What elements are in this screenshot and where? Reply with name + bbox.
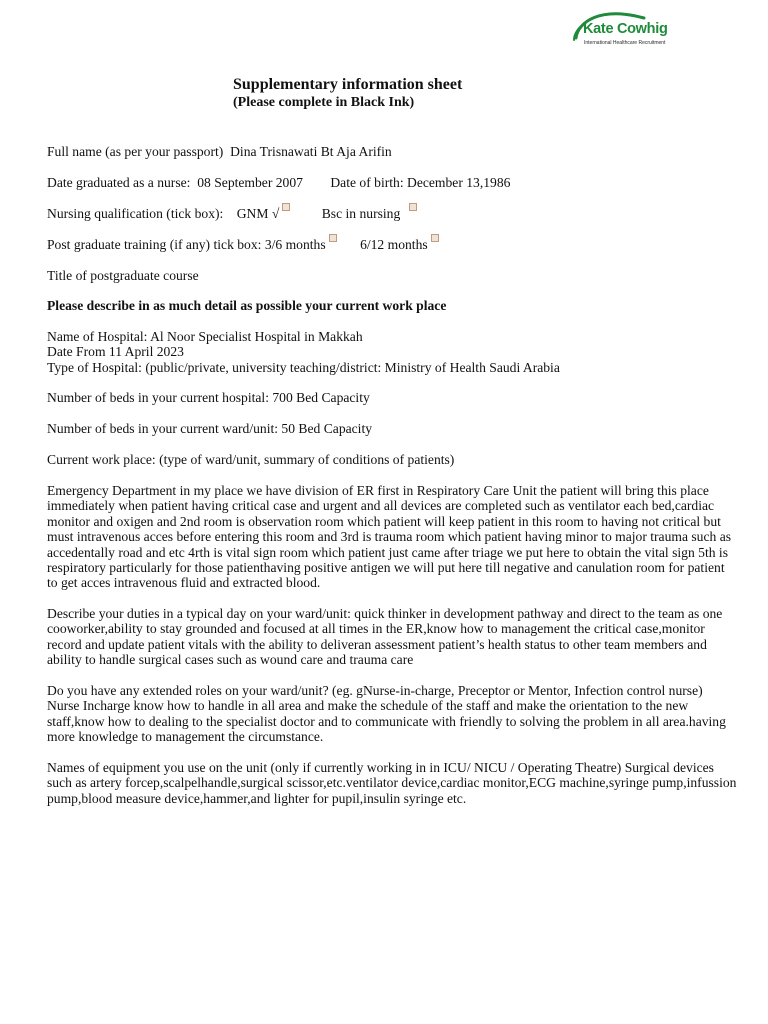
sheet-subtitle: (Please complete in Black Ink) xyxy=(233,95,415,110)
postgrad-long-checkbox[interactable] xyxy=(431,234,439,242)
gnm-checkbox[interactable] xyxy=(282,203,290,211)
nursing-qualification-label: Nursing qualification (tick box): xyxy=(47,206,224,221)
hospital-name: Name of Hospital: Al Noor Specialist Hospital in Makkah xyxy=(47,329,363,344)
hospital-type: Type of Hospital: (public/private, university teaching/district: Ministry of Health Saudi Arabia xyxy=(47,360,560,375)
dob-value: December 13,1986 xyxy=(407,175,511,190)
kate-cowhig-logo xyxy=(570,8,668,50)
current-workplace-label: Current work place: (type of ward/unit, summary of conditions of patients) xyxy=(47,452,455,467)
extended-roles-description: Do you have any extended roles on your ward/unit? (eg. gNurse-in-charge, Preceptor or Mentor, Infection control nurse) Nurse Incharge know how to handle in all area and make the schedule of the staff and make the orientation to the new staff,know how to dealing to the specialist doctor and to communicate with friendly to solving the problem in all area.having more knowledge to management the circumstance. xyxy=(47,683,726,745)
equipment-description: Names of equipment you use on the unit (only if currently working in in ICU/ NICU / Operating Theatre) Surgical devices such as artery forcep,scalpelhandle,surgical scissor,etc.ventilator device,cardiac monitor,ECG machine,syringe pump,infussion pump,blood measure device,hammer,and lighter for pupil,insulin syringe etc. xyxy=(47,760,737,806)
postgrad-training-row xyxy=(47,237,439,252)
bsc-checkbox[interactable] xyxy=(409,203,417,211)
postgrad-training-label: Post graduate training (if any) tick box: xyxy=(47,237,262,252)
logo-tagline: International Healthcare Recruitment xyxy=(584,40,666,46)
full-name-label: Full name (as per your passport) xyxy=(47,144,224,159)
postgrad-option-short: 3/6 months xyxy=(264,237,326,252)
sheet-title: Supplementary information sheet xyxy=(233,76,463,93)
qualification-gnm-option: GNM √ xyxy=(236,206,280,221)
duties-description: Describe your duties in a typical day on your ward/unit: quick thinker in development pathway and direct to the team as one cooworker,ability to stay grounded and focused at all times in the ER,know how to management the critical case,monitor record and update patient vitals with the ability to deliveran assessment patient’s health status to other team members and ability to handle surgical cases such as wound care and trauma care xyxy=(47,606,723,668)
logo-brand-text: Kate Cowhig xyxy=(583,21,668,37)
date-graduated-label: Date graduated as a nurse: xyxy=(47,175,191,190)
full-name-row xyxy=(47,144,392,159)
beds-hospital: Number of beds in your current hospital: 700 Bed Capacity xyxy=(47,390,370,405)
date-graduated-value: 08 September 2007 xyxy=(197,175,303,190)
workplace-section-heading: Please describe in as much detail as possible your current work place xyxy=(47,298,447,313)
dates-row xyxy=(47,175,510,190)
dob-label: Date of birth: xyxy=(330,175,404,190)
qualification-bsc-option: Bsc in nursing xyxy=(321,206,401,221)
beds-ward: Number of beds in your current ward/unit: 50 Bed Capacity xyxy=(47,421,373,436)
workplace-description: Emergency Department in my place we have division of ER first in Respiratory Care Unit the patient will bring this place immediately when patient having critical case and urgent and all devices are completed such as ventilator each bed,cardiac monitor and oxigen and 2nd room is observation room which patient will keep patient in this room to having not critical but must intravenous acces before entering this room and 3rd is trauma room which patient having minor to major trauma such as accedentally road and etc 4rth is vital sign room which patient just came after triage we put here to obtain the vital sign 5th is respiratory particularly for those patienthaving positive antigen we will put here till negative and canulation room for patient to get acces intravenous fluid and extracted blood. xyxy=(47,483,732,591)
nursing-qualification-row xyxy=(47,206,417,221)
postgrad-short-checkbox[interactable] xyxy=(329,234,337,242)
date-from: Date From 11 April 2023 xyxy=(47,344,184,359)
full-name-value: Dina Trisnawati Bt Aja Arifin xyxy=(230,144,392,159)
postgrad-course-label: Title of postgraduate course xyxy=(47,268,199,283)
postgrad-option-long: 6/12 months xyxy=(360,237,428,252)
